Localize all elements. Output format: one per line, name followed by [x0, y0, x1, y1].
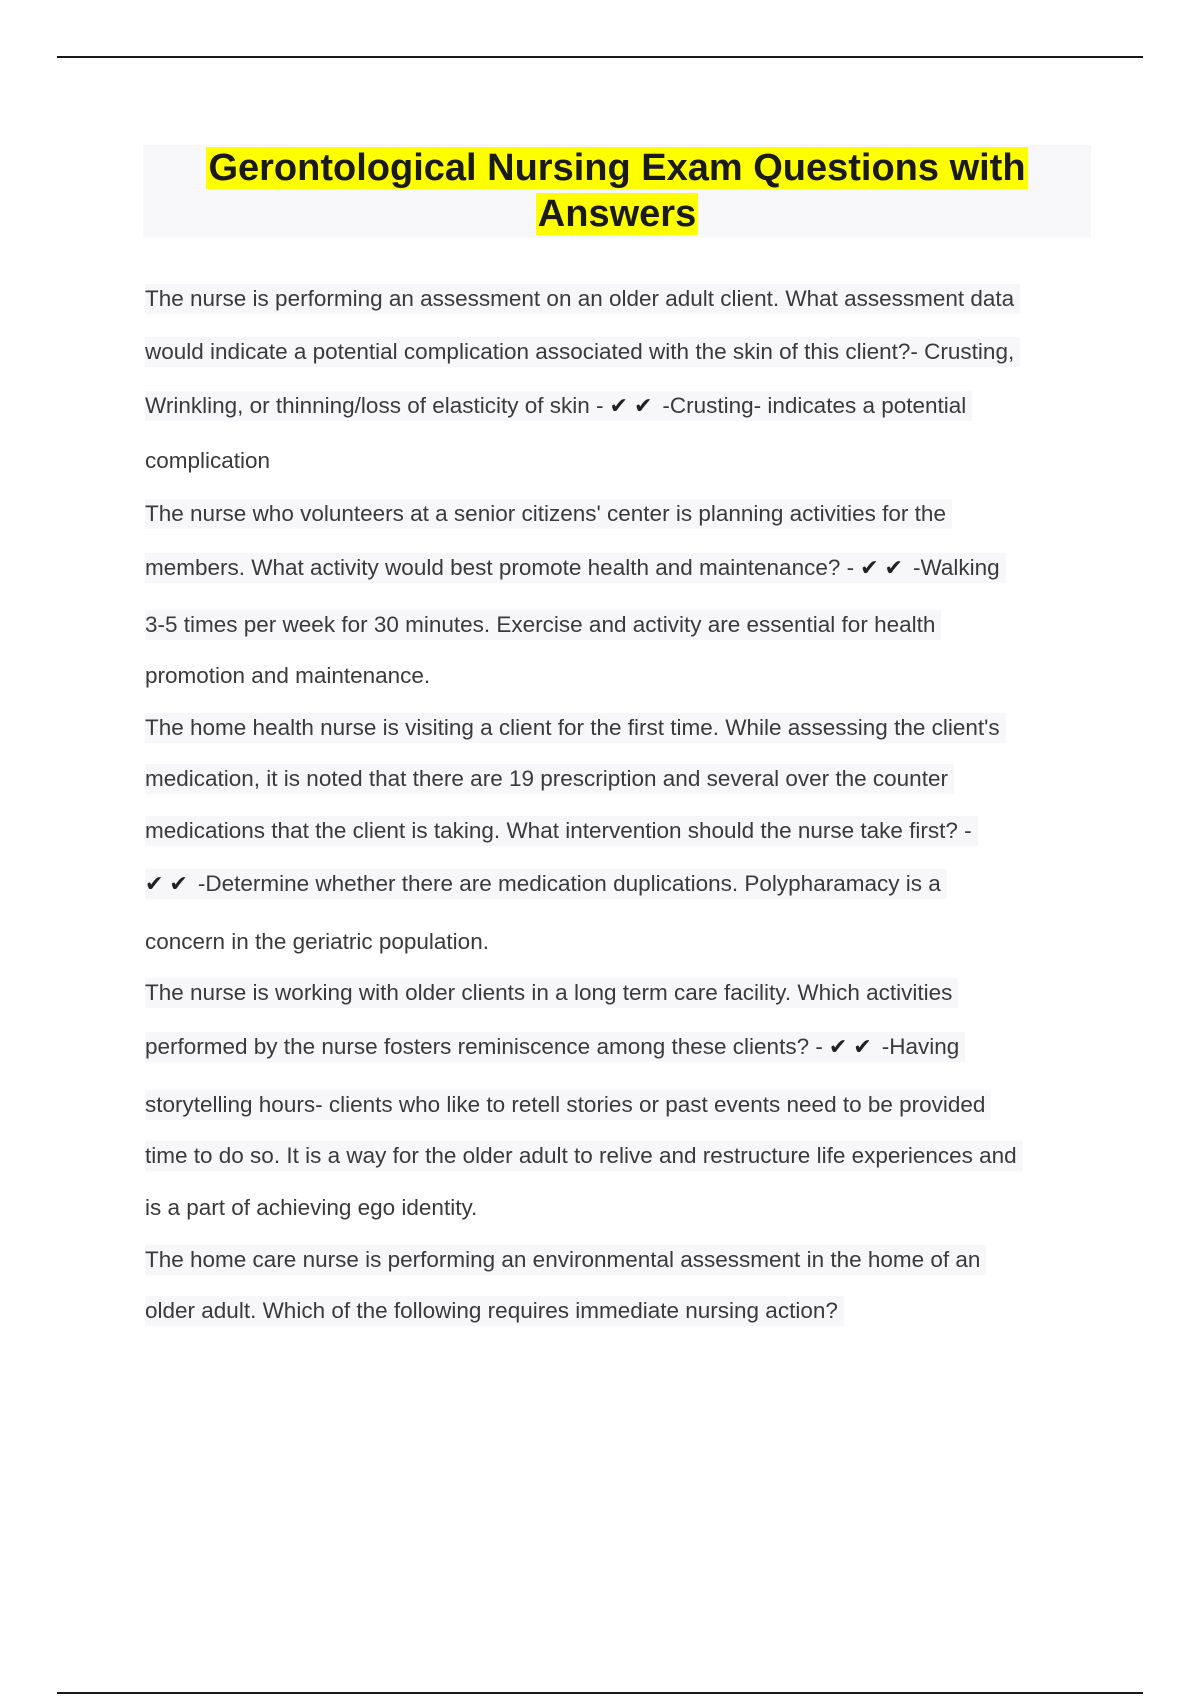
line-text: promotion and maintenance. — [145, 663, 431, 688]
answer-text: -Walking — [912, 555, 1000, 580]
text-line — [145, 1245, 986, 1275]
line-text: The home care nurse is performing an environmental assessment in the home of an — [145, 1247, 981, 1272]
text-line — [145, 764, 954, 794]
text-line — [145, 610, 941, 640]
line-text: The nurse is working with older clients in a long term care facility. Which activities — [145, 980, 953, 1005]
text-line — [145, 553, 1006, 583]
answer-text: -Having — [881, 1034, 960, 1059]
line-text: complication — [145, 448, 271, 473]
double-check-icon: ✔✔ — [145, 872, 194, 897]
title-block — [143, 145, 1091, 238]
title-highlight-2: Answers — [537, 193, 697, 235]
line-text: Wrinkling, or thinning/loss of elasticity of skin - — [145, 393, 604, 418]
line-text: storytelling hours- clients who like to retell stories or past events need to be provided — [145, 1092, 986, 1117]
text-line — [145, 337, 1020, 367]
line-text: concern in the geriatric population. — [145, 929, 489, 954]
answer-text: -Crusting- indicates a potential — [662, 393, 967, 418]
text-line — [145, 391, 972, 421]
line-text: The home health nurse is visiting a client for the first time. While assessing the client's — [145, 715, 1000, 740]
double-check-icon: ✔✔ — [860, 556, 909, 581]
line-text: time to do so. It is a way for the older adult to relive and restructure life experiences and — [145, 1143, 1017, 1168]
page-title-line-2 — [143, 191, 1091, 237]
text-line — [145, 446, 270, 476]
text-line — [145, 1296, 844, 1326]
line-text: older adult. Which of the following requires immediate nursing action? — [145, 1298, 838, 1323]
line-text: performed by the nurse fosters reminiscence among these clients? - — [145, 1034, 823, 1059]
line-text: The nurse is performing an assessment on an older adult client. What assessment data — [145, 286, 1015, 311]
double-check-icon: ✔✔ — [609, 394, 659, 419]
text-line — [145, 869, 947, 899]
line-text: is a part of achieving ego identity. — [145, 1195, 478, 1220]
text-line — [145, 284, 1020, 314]
top-rule — [57, 56, 1143, 58]
line-text: would indicate a potential complication associated with the skin of this client?- Crusting, — [145, 339, 1015, 364]
text-line — [145, 1141, 1023, 1171]
double-check-icon: ✔✔ — [828, 1035, 878, 1060]
text-line — [145, 978, 958, 1008]
page-title-line-1 — [143, 145, 1091, 191]
answer-text: -Determine whether there are medication duplications. Polypharamacy is a — [197, 871, 941, 896]
text-line — [145, 713, 1006, 743]
line-text: 3-5 times per week for 30 minutes. Exercise and activity are essential for health — [145, 612, 936, 637]
text-line — [145, 1193, 477, 1223]
line-text: The nurse who volunteers at a senior citizens' center is planning activities for the — [145, 501, 946, 526]
text-line — [145, 1090, 991, 1120]
line-text: medications that the client is taking. What intervention should the nurse take first? - — [145, 818, 972, 843]
title-highlight-1: Gerontological Nursing Exam Questions with — [208, 147, 1026, 189]
line-text: members. What activity would best promote health and maintenance? - — [145, 555, 855, 580]
bottom-rule — [57, 1692, 1143, 1694]
text-line — [145, 816, 978, 846]
text-line — [145, 661, 430, 691]
line-text: medication, it is noted that there are 19 prescription and several over the counter — [145, 766, 948, 791]
text-line — [145, 499, 952, 529]
text-line — [145, 1032, 965, 1062]
text-line — [145, 927, 489, 957]
